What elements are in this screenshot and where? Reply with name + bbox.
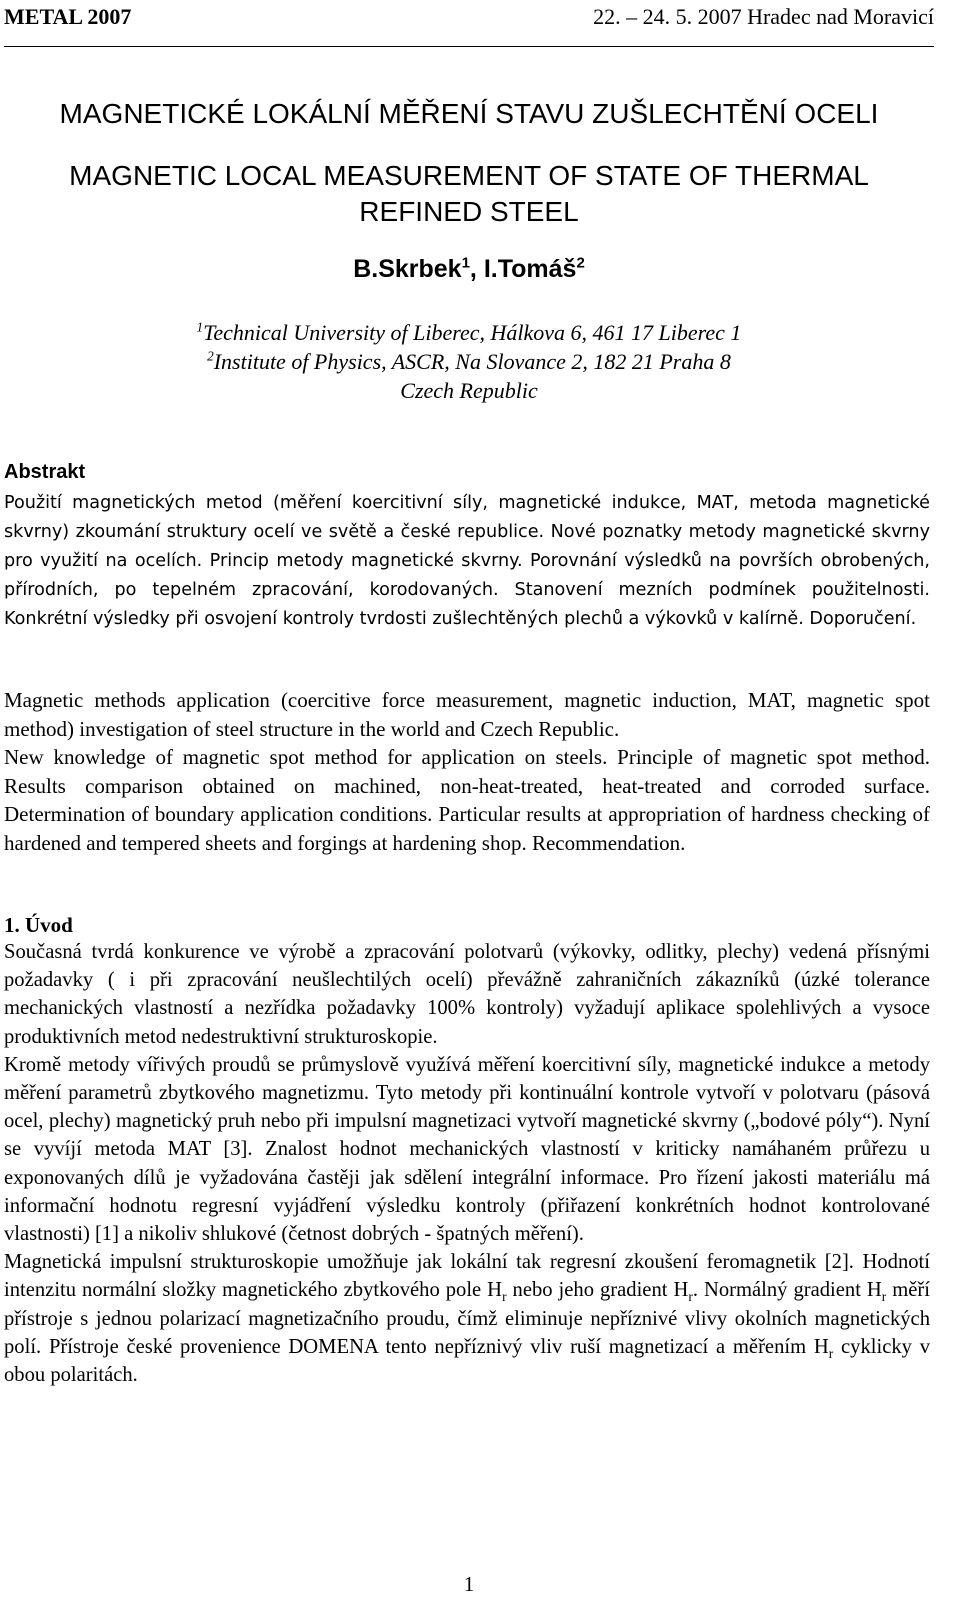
affiliation-1-mark: 1 xyxy=(196,319,204,335)
header-rule xyxy=(4,46,934,47)
affiliation-2-mark: 2 xyxy=(207,348,214,364)
abstract-english xyxy=(4,686,930,857)
affiliation-1-text: Technical University of Liberec, Hálkova 6, 461 17 Liberec 1 xyxy=(203,320,742,345)
affiliations xyxy=(0,318,938,405)
affiliation-2-text: Institute of Physics, ASCR, Na Slovance 2, 182 21 Praha 8 xyxy=(213,349,731,374)
title-english xyxy=(0,158,938,230)
title-czech: MAGNETICKÉ LOKÁLNÍ MĚŘENÍ STAVU ZUŠLECHTĚNÍ OCELI xyxy=(59,98,879,129)
abstract-heading: Abstrakt xyxy=(4,461,86,483)
affiliation-country: Czech Republic xyxy=(400,378,538,403)
p3-part-d: měří přístroje s jednou polarizací magnetizačního proudu, čímž eliminuje nepříznivé vlivy okolních magnetických polí. Přístroje české provenience DOMENA tento nepříznivý vliv ruší magnetizací a měřením H xyxy=(4,1279,930,1358)
conference-name: METAL 2007 xyxy=(4,4,132,29)
title-english-line2: REFINED STEEL xyxy=(359,196,579,227)
abstract-czech xyxy=(4,489,930,634)
subscript-r: r xyxy=(688,1289,693,1305)
p3-part-e: cyklicky v obou polaritách. xyxy=(4,1335,930,1387)
intro-paragraph-1: Současná tvrdá konkurence ve výrobě a zpracování polotvarů (výkovky, odlitky, plechy) vedená přísnými požadavky ( i při zpracování neušlechtilých ocelí) převážně zahraničních zákazníků (úzké tolerance mechanických vlastností a nezřídka požadavky 100% kontroly) vyžadují aplikace spolehlivých a vysoce produktivních metod nedestruktivní strukturoskopie. xyxy=(4,941,930,1048)
author-2-mark: 2 xyxy=(576,254,585,272)
subscript-r: r xyxy=(502,1289,507,1305)
authors xyxy=(0,255,938,284)
abstract-czech-text: Použití magnetických metod (měření koercitivní síly, magnetické indukce, MAT, metoda magnetické skvrny) zkoumání struktury ocelí ve světě a české republice. Nové poznatky metody magnetické skvrny pro využití na ocelích. Princip metody magnetické skvrny. Porovnání výsledků na površích obrobených, přírodních, po tepelném zpracování, korodovaných. Stanovení mezních podmínek použitelnosti. Konkrétní výsledky při osvojení kontroly tvrdosti zušlechtěných plechů a výkovků v kalírně. Doporučení. xyxy=(4,493,930,629)
p3-part-b: nebo jeho gradient H xyxy=(506,1279,689,1302)
conference-date-place: 22. – 24. 5. 2007 Hradec nad Moravicí xyxy=(593,4,934,29)
running-header xyxy=(4,4,934,34)
subscript-r: r xyxy=(881,1289,887,1305)
subscript-r: r xyxy=(828,1345,834,1361)
intro-heading: 1. Úvod xyxy=(4,913,73,937)
abstract-english-p1: Magnetic methods application (coercitive force measurement, magnetic induction, MAT, magnetic spot method) investigation of steel structure in the world and Czech Republic. xyxy=(4,688,930,741)
page-number: 1 xyxy=(463,1572,475,1596)
author-separator: , xyxy=(469,255,484,283)
author-2: I.Tomáš xyxy=(483,255,577,283)
affiliation-1 xyxy=(0,318,938,347)
p3-part-c: . Normálný gradient H xyxy=(692,1279,882,1302)
abstract-english-p2: New knowledge of magnetic spot method for application on steels. Principle of magnetic spot method. Results comparison obtained on machined, non-heat-treated, heat-treated and corroded surface. Determination of boundary application conditions. Particular results at appropriation of hardness checking of hardened and tempered sheets and forgings at hardening shop. Recommendation. xyxy=(4,745,930,855)
p3-part-a: Magnetická impulsní strukturoskopie umožňuje jak lokální tak regresní zkoušení feromagnetik [2]. Hodnotí intenzitu normální složky magnetického zbytkového pole H xyxy=(4,1251,930,1302)
title-english-line1: MAGNETIC LOCAL MEASUREMENT OF STATE OF THERMAL xyxy=(69,160,869,191)
intro-paragraph-2: Kromě metody vířivých proudů se průmyslově využívá měření koercitivní síly, magnetické indukce a metody měření parametrů zbytkového magnetizmu. Tyto metody při kontinuální kontrole vytvoří v polotvaru (pásová ocel, plechy) magnetický pruh nebo při impulsní magnetizaci vytvoří magnetické skvrny („bodové póly“). Nyní se vyvíjí metoda MAT [3]. Znalost hodnot mechanických vlastností v kriticky namáhaném průřezu u exponovaných dílů je vyžadována častěji jak sdělení integrální informace. Pro řízení jakosti materiálu má informační hodnotu regresní vyjádření výsledku kontroly (přiřazení konkrétních hodnot kontrolované vlastnosti) [1] a nikoliv shlukové (četnost dobrých - špatných měření). xyxy=(4,1053,930,1246)
intro-paragraph-3 xyxy=(4,1248,930,1389)
author-1-mark: 1 xyxy=(461,254,470,272)
affiliation-2 xyxy=(0,347,938,376)
author-1: B.Skrbek xyxy=(353,255,462,283)
intro-body xyxy=(4,938,930,1389)
